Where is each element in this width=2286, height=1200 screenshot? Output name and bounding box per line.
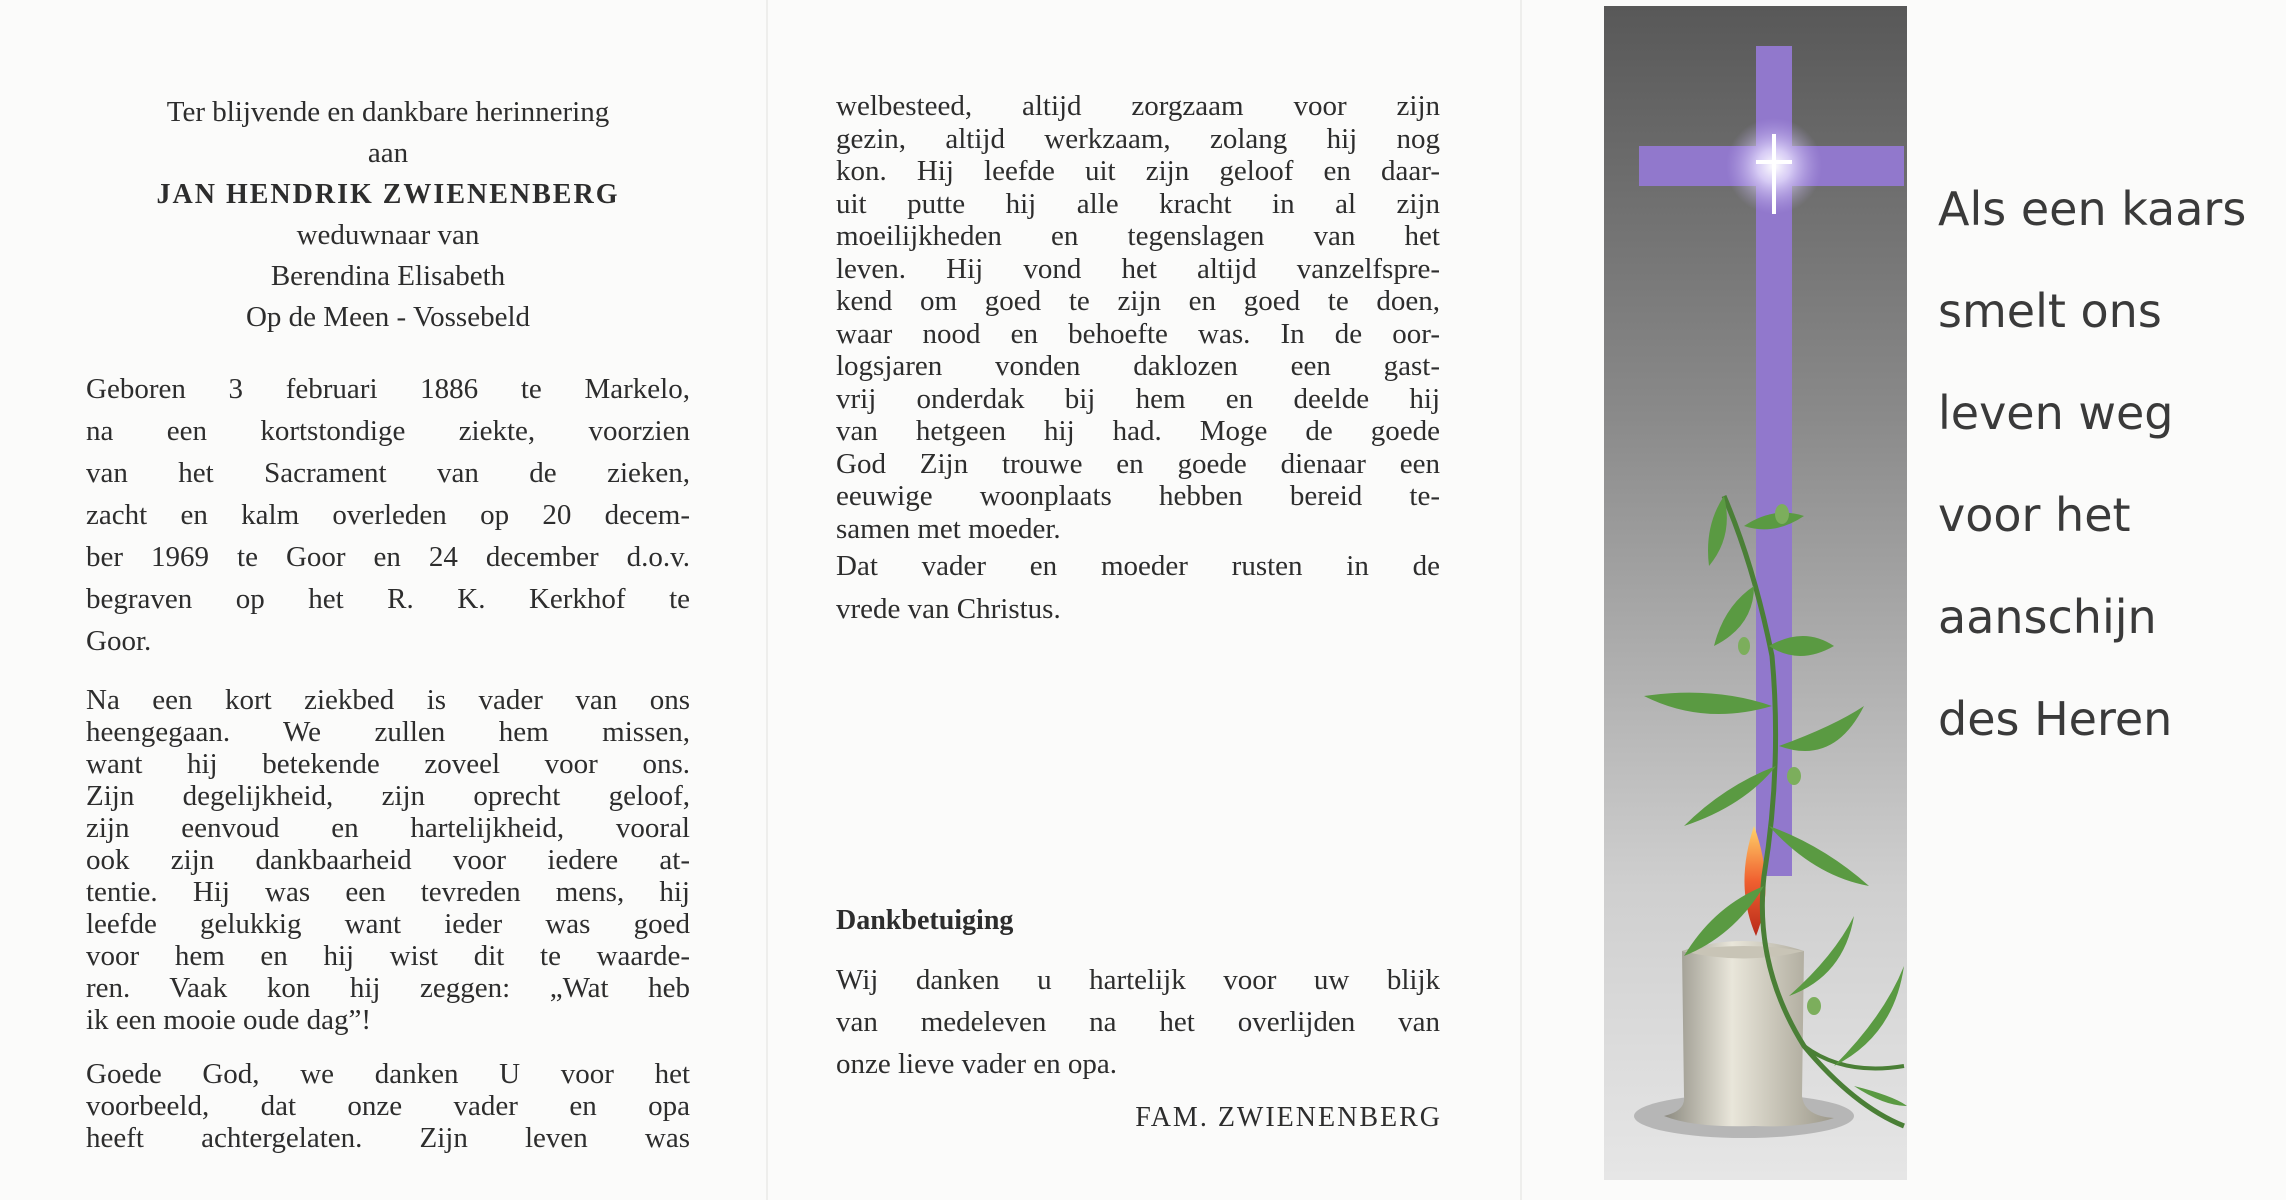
thanks-heading: Dankbetuiging	[836, 905, 1014, 936]
text-line: ren. Vaak kon hij zeggen: „Wat heb	[86, 972, 690, 1004]
text-line: zacht en kalm overleden op 20 decem-	[86, 499, 690, 531]
text-line: van het Sacrament van de zieken,	[86, 457, 690, 489]
text-line: Geboren 3 februari 1886 te Markelo,	[86, 373, 690, 405]
text-line: gezin, altijd werkzaam, zolang hij nog	[836, 122, 1440, 155]
text-line: leefde gelukkig want ieder was goed	[86, 908, 690, 940]
deceased-name: JAN HENDRIK ZWIENENBERG	[156, 179, 620, 210]
poem	[1938, 158, 2268, 770]
text-line: Goor.	[86, 625, 152, 657]
cross-candle-picture	[1604, 6, 1907, 1180]
text-line: heeft achtergelaten. Zijn leven was	[86, 1122, 690, 1154]
poem-line: voor het	[1938, 488, 2131, 542]
text-line: kon. Hij leefde uit zijn geloof en daar-	[836, 155, 1440, 187]
intro-line: weduwnaar van	[296, 219, 480, 251]
intro-line: Ter blijvende en dankbare herinnering	[166, 96, 610, 128]
text-line: begraven op het R. K. Kerkhof te	[86, 583, 690, 615]
tribute-paragraph	[86, 684, 690, 1036]
spouse-name-line: Berendina Elisabeth	[270, 260, 506, 292]
text-line: Wij danken u hartelijk voor uw blijk	[836, 964, 1440, 996]
left-column	[86, 92, 690, 1154]
born-paragraph	[86, 368, 690, 662]
text-line: tentie. Hij was een tevreden mens, hij	[86, 876, 690, 908]
text-line: want hij betekende zoveel voor ons.	[86, 748, 690, 780]
spouse-name-line: Op de Meen - Vossebeld	[245, 301, 531, 333]
text-line: van hetgeen hij had. Moge de goede	[836, 415, 1440, 447]
thanks-block	[836, 905, 1440, 1085]
text-line: eeuwige woonplaats hebben bereid te-	[836, 480, 1440, 512]
intro-line: aan	[367, 137, 409, 169]
text-line: Zijn degelijkheid, zijn oprecht geloof,	[86, 780, 690, 812]
text-line: ik een mooie oude dag”!	[86, 1004, 372, 1036]
fold-line-left	[766, 0, 768, 1200]
poem-line: des Heren	[1938, 692, 2173, 746]
continuation-paragraph	[836, 90, 1440, 545]
text-line: Na een kort ziekbed is vader van ons	[86, 684, 690, 716]
text-line: waar nood en behoefte was. In de oor-	[836, 317, 1440, 350]
poem-line: aanschijn	[1938, 590, 2157, 644]
text-line: uit putte hij alle kracht in al zijn	[836, 187, 1440, 220]
text-line: ook zijn dankbaarheid voor iedere at-	[86, 844, 690, 876]
fold-line-right	[1520, 0, 1522, 1200]
cross-candle-illustration	[1604, 6, 1907, 1180]
text-line: onze lieve vader en opa.	[836, 1048, 1117, 1080]
thanks-god-paragraph	[86, 1058, 690, 1154]
poem-line: leven weg	[1938, 386, 2174, 440]
text-line: voorbeeld, dat onze vader en opa	[86, 1090, 690, 1122]
poem-line: smelt ons	[1938, 284, 2162, 338]
closing-paragraph	[836, 545, 1440, 631]
text-line: leven. Hij vond het altijd vanzelfspre-	[836, 252, 1440, 285]
text-line: van medeleven na het overlijden van	[836, 1006, 1440, 1038]
text-line: Dat vader en moeder rusten in de	[836, 550, 1440, 582]
text-line: vrede van Christus.	[836, 593, 1061, 625]
text-line: samen met moeder.	[836, 512, 1061, 545]
text-line: Goede God, we danken U voor het	[86, 1058, 690, 1090]
text-line: na een kortstondige ziekte, voorzien	[86, 415, 690, 447]
text-line: zijn eenvoud en hartelijkheid, vooral	[86, 812, 690, 844]
text-line: voor hem en hij wist dit te waarde-	[86, 940, 690, 972]
family-signature: FAM. ZWIENENBERG	[1135, 1102, 1442, 1133]
text-line: heengegaan. We zullen hem missen,	[86, 716, 690, 748]
text-line: vrij onderdak bij hem en deelde hij	[836, 382, 1440, 415]
middle-column	[836, 90, 1440, 631]
text-line: logsjaren vonden daklozen een gast-	[836, 350, 1440, 382]
text-line: moeilijkheden en tegenslagen van het	[836, 220, 1440, 252]
cross-light-horizontal	[1756, 160, 1792, 164]
intro-block	[86, 92, 690, 338]
cross-light-vertical	[1772, 134, 1776, 214]
text-line: welbesteed, altijd zorgzaam voor zijn	[836, 90, 1440, 122]
text-line: God Zijn trouwe en goede dienaar een	[836, 447, 1440, 480]
text-line: kend om goed te zijn en goed te doen,	[836, 285, 1440, 317]
text-line: ber 1969 te Goor en 24 december d.o.v.	[86, 541, 690, 573]
poem-line: Als een kaars	[1938, 182, 2247, 236]
